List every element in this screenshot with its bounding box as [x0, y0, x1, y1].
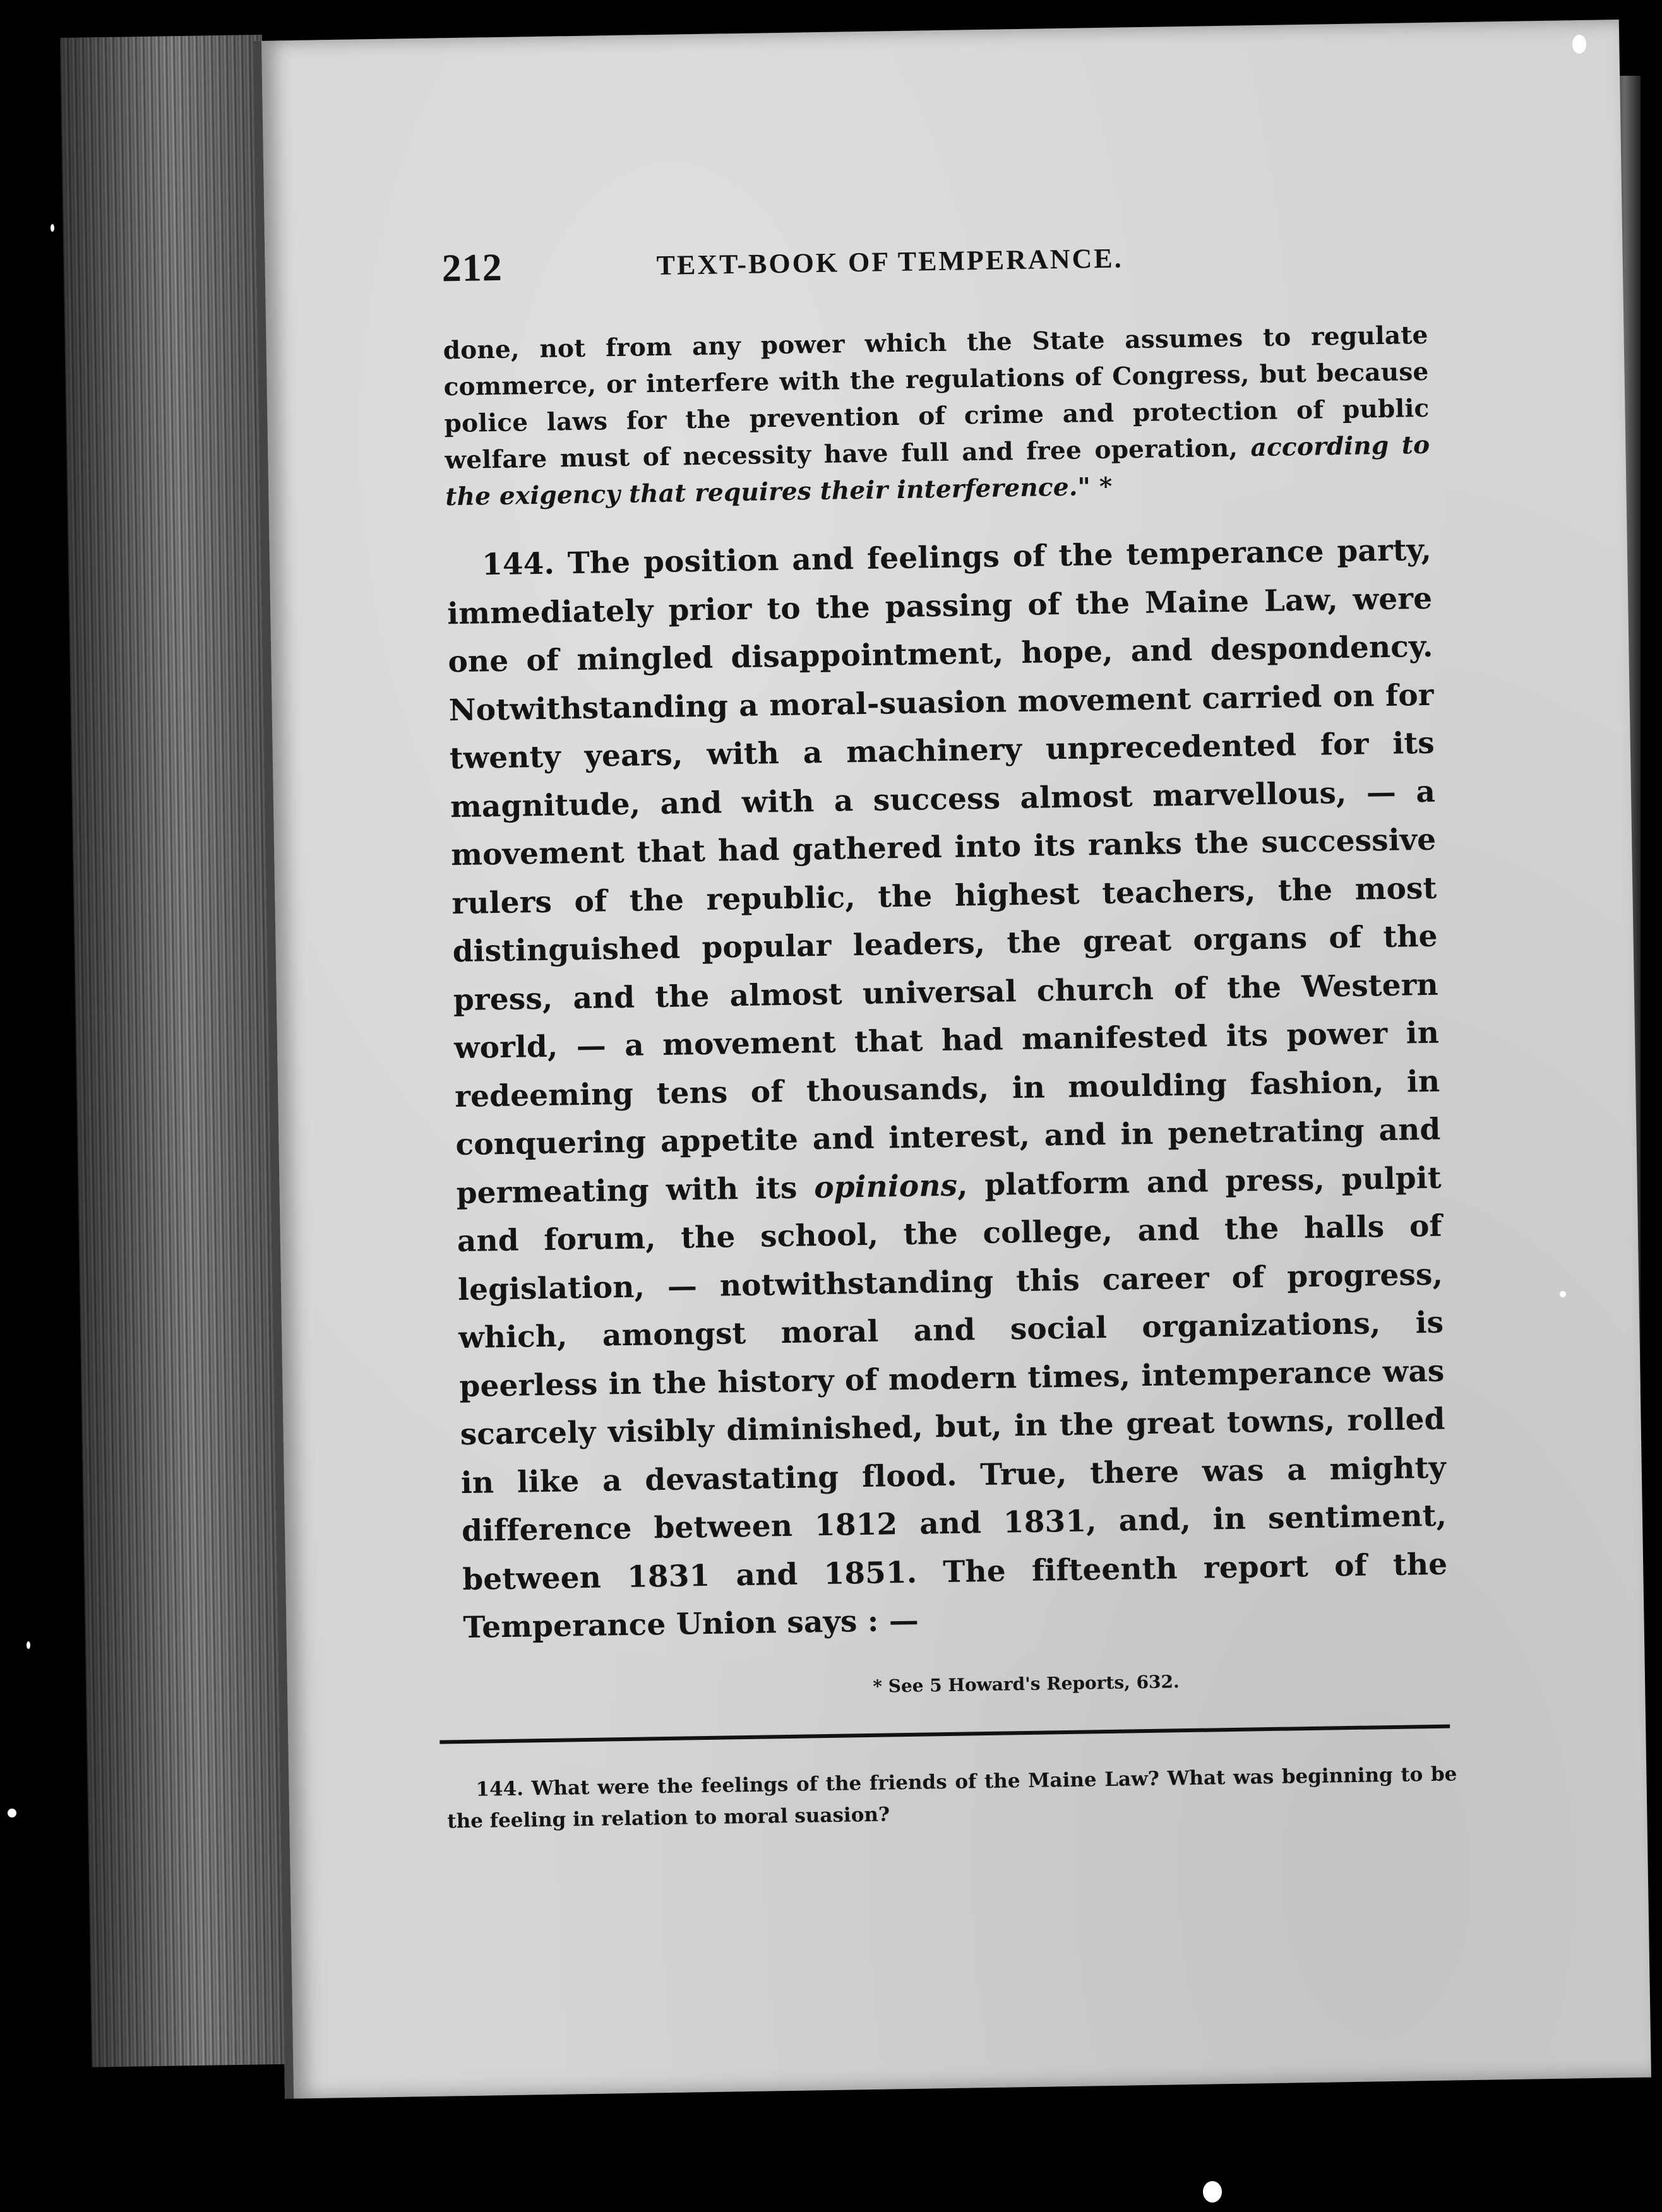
paragraph-144	[446, 526, 1448, 1653]
book-page	[253, 20, 1651, 2099]
page-content	[441, 231, 1457, 1857]
footnote: * See 5 Howard's Reports, 632.	[873, 1670, 1180, 1697]
paragraph-144-text: 144. The position and feelings of the temperance party, immediately prior to the passing of the Maine Law, were one of mingled disappointment, hope, and despondency. Notwithstanding a moral-suasion movement carried on for twenty years, with a machinery unprecedented for its magnitude, and with a success almost marvellous, — a movement that had gathered into its ranks the successive rulers of the republic, the highest teachers, the most distinguished popular leaders, the great organs of the press, and the almost universal church of the Western world, — a movement that had manifested its power in redeeming tens of thousands, in moulding fashion, in conquering appetite and interest, and in penetrating and permeating with its	[446, 532, 1441, 1211]
scan-speck	[1572, 35, 1586, 54]
footnote-rule	[439, 1724, 1450, 1744]
carryover-paragraph	[443, 317, 1430, 515]
paragraph-144-end: , platform and press, pulpit and forum, the school, the college, and the halls of legislation, — notwithstanding this career of progress, which, amongst moral and social organizations, is peerless in the history of modern times, intemperance was scarcely visibly diminished, but, in the great towns, rolled in like a devastating flood. True, there was a mighty difference between 1812 and 1831, and, in sentiment, between 1831 and 1851. The fifteenth report of the Temperance Union says : —	[457, 1160, 1448, 1646]
scan-speck	[27, 1641, 30, 1649]
page-number: 212	[441, 246, 503, 290]
page-header	[441, 231, 1427, 297]
scan-speck	[51, 224, 54, 232]
scan-speck	[1203, 2181, 1222, 2203]
scan-speck	[1560, 1291, 1566, 1297]
carryover-text: done, not from any power which the State assumes to regulate commerce, or interfere with the regulations of Congress, but because police laws for the prevention of crime and protection of public welfare must of necessity have full and free operation,	[443, 320, 1430, 475]
study-questions: 144. What were the feelings of the friends of the Maine Law? What was beginning to be the feeling in relation to moral suasion?	[447, 1762, 1457, 1833]
paragraph-144-italic: opinions	[813, 1168, 958, 1205]
scan-speck	[8, 1809, 16, 1817]
carryover-end: " *	[1077, 472, 1113, 502]
carryover-italic: according to the exigency that requires their interference.	[445, 430, 1430, 512]
running-title: TEXT-BOOK OF TEMPERANCE.	[656, 242, 1123, 281]
